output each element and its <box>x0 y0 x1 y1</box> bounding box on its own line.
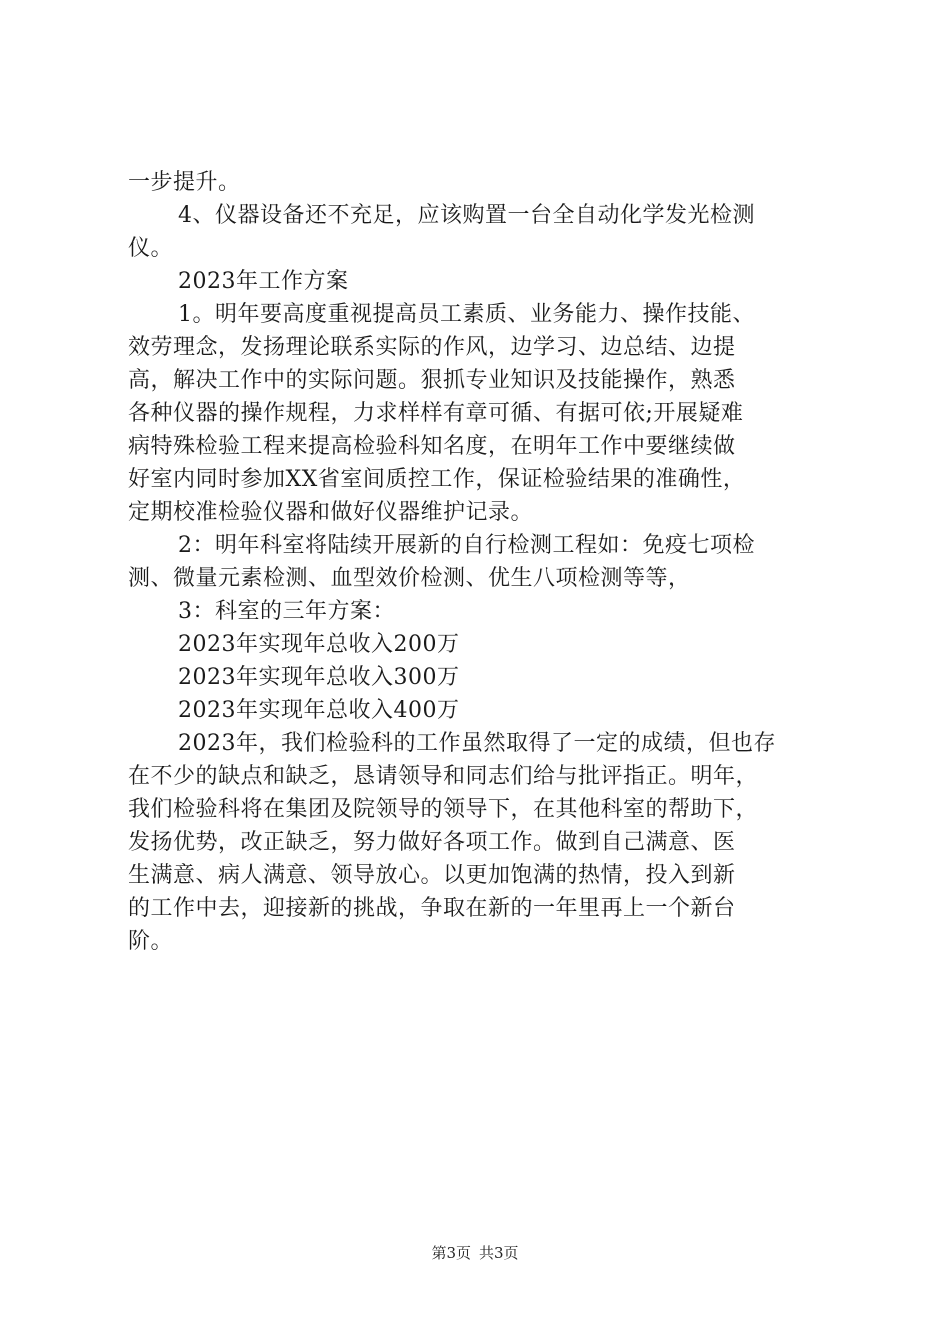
text-line: 病特殊检验工程来提高检验科知名度，在明年工作中要继续做 <box>128 434 736 459</box>
page-total: 共3页 <box>479 1244 519 1262</box>
text-line: 定期校准检验仪器和做好仪器维护记录。 <box>128 500 534 525</box>
text-line: 仪。 <box>128 236 174 261</box>
text-line: 高，解决工作中的实际问题。狠抓专业知识及技能操作，熟悉 <box>128 368 736 393</box>
text-line: 4、仪器设备还不充足，应该购置一台全自动化学发光检测 <box>178 203 755 228</box>
text-line: 在不少的缺点和缺乏，恳请领导和同志们给与批评指正。明年， <box>128 764 759 789</box>
revenue-target-line: 2023年实现年总收入400万 <box>178 698 460 723</box>
text-line: 生满意、病人满意、领导放心。以更加饱满的热情，投入到新 <box>128 863 736 888</box>
text-line: 1。明年要高度重视提高员工素质、业务能力、操作技能、 <box>178 302 755 327</box>
text-line: 的工作中去，迎接新的挑战，争取在新的一年里再上一个新台 <box>128 896 736 921</box>
revenue-target-line: 2023年实现年总收入300万 <box>178 665 460 690</box>
text-line: 我们检验科将在集团及院领导的领导下，在其他科室的帮助下， <box>128 797 759 822</box>
text-line: 3：科室的三年方案： <box>178 599 395 624</box>
text-line: 2：明年科室将陆续开展新的自行检测工程如：免疫七项检 <box>178 533 755 558</box>
page-footer <box>0 1243 950 1263</box>
text-line: 发扬优势，改正缺乏，努力做好各项工作。做到自己满意、医 <box>128 830 736 855</box>
revenue-target-line: 2023年实现年总收入200万 <box>178 632 460 657</box>
text-line: 各种仪器的操作规程，力求样样有章可循、有据可依;开展疑难 <box>128 401 744 426</box>
text-line: 2023年，我们检验科的工作虽然取得了一定的成绩，但也存 <box>178 731 776 756</box>
page-number: 第3页 <box>431 1244 471 1262</box>
text-line: 测、微量元素检测、血型效价检测、优生八项检测等等， <box>128 566 691 591</box>
text-line: 效劳理念，发扬理论联系实际的作风，边学习、边总结、边提 <box>128 335 736 360</box>
document-body <box>128 166 828 958</box>
section-heading: 2023年工作方案 <box>178 269 349 294</box>
text-line: 好室内同时参加XX省室间质控工作，保证检验结果的准确性， <box>128 467 746 492</box>
text-line: 阶。 <box>128 929 174 954</box>
text-line: 一步提升。 <box>128 170 241 195</box>
